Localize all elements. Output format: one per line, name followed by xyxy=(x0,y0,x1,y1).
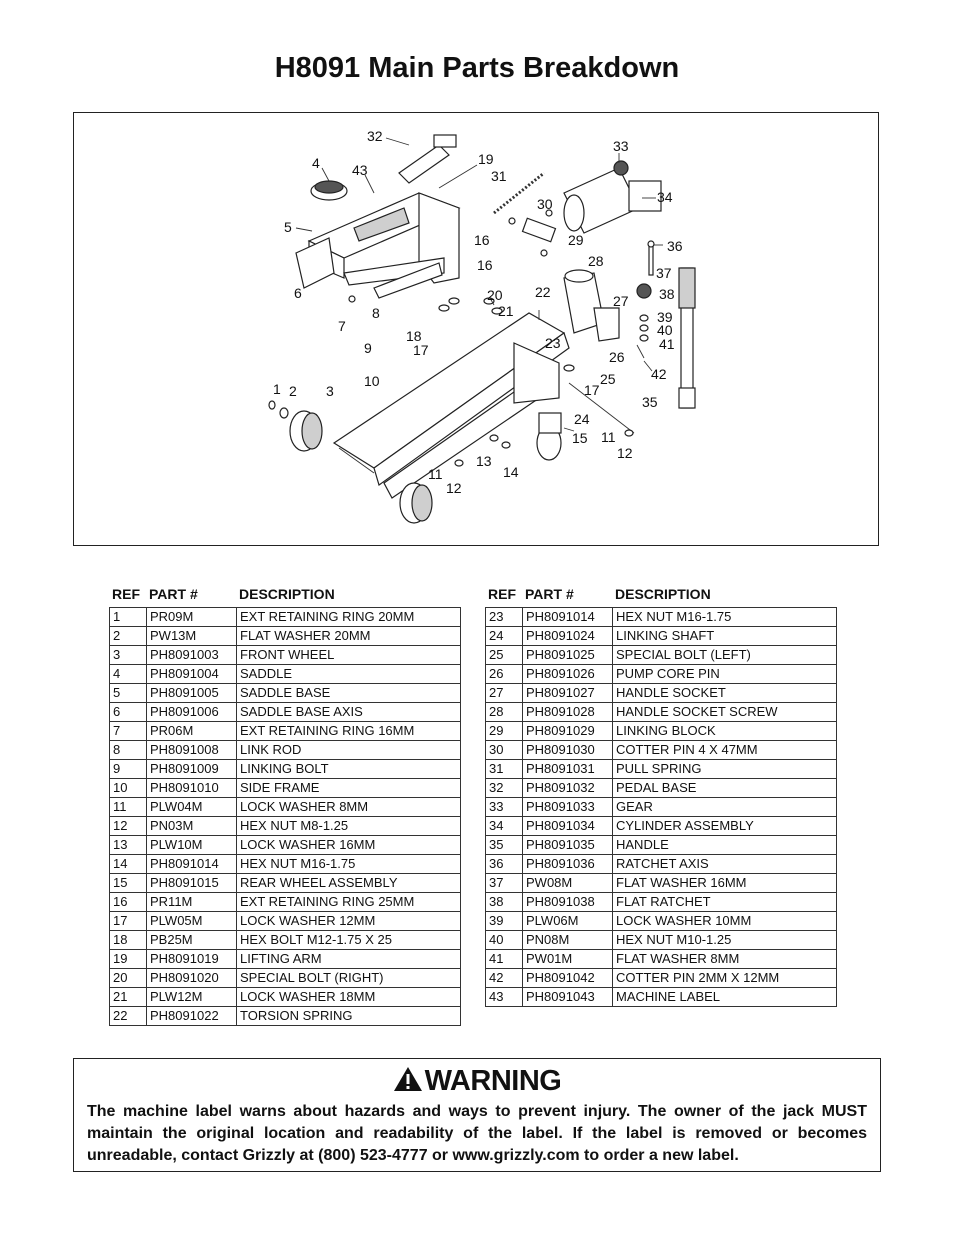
callout: 6 xyxy=(294,285,302,301)
callout: 2 xyxy=(289,383,297,399)
description-cell: FLAT RATCHET xyxy=(613,893,837,912)
part-number-cell: PH8091015 xyxy=(147,874,237,893)
callout: 12 xyxy=(617,445,633,461)
callout: 19 xyxy=(478,151,494,167)
ref-cell: 9 xyxy=(110,760,147,779)
part-number-cell: PH8091022 xyxy=(147,1007,237,1026)
part-number-cell: PH8091032 xyxy=(523,779,613,798)
part-number-cell: PLW12M xyxy=(147,988,237,1007)
warning-text: The machine label warns about hazards and ways to prevent injury. The owner of the jack MUST maintain the original location and readability of the label. If the label is removed or becomes unreadable, contact Grizzly at (800) 523-4777 or www.grizzly.com to order a new label. xyxy=(87,1103,867,1164)
table-row xyxy=(486,646,837,665)
description-cell: LOCK WASHER 18MM xyxy=(237,988,461,1007)
part-number-cell: PB25M xyxy=(147,931,237,950)
ref-cell: 40 xyxy=(486,931,523,950)
ref-cell: 15 xyxy=(110,874,147,893)
description-cell: LINKING BLOCK xyxy=(613,722,837,741)
part-number-cell: PLW05M xyxy=(147,912,237,931)
description-cell: LOCK WASHER 12MM xyxy=(237,912,461,931)
description-cell: COTTER PIN 2MM X 12MM xyxy=(613,969,837,988)
part-number-cell: PN08M xyxy=(523,931,613,950)
ref-cell: 12 xyxy=(110,817,147,836)
callout: 9 xyxy=(364,340,372,356)
ref-cell: 14 xyxy=(110,855,147,874)
ref-cell: 8 xyxy=(110,741,147,760)
table-row xyxy=(110,893,461,912)
header-description: DESCRIPTION xyxy=(615,586,711,602)
callout: 26 xyxy=(609,349,625,365)
description-cell: HEX BOLT M12-1.75 X 25 xyxy=(237,931,461,950)
ref-cell: 4 xyxy=(110,665,147,684)
page-title: H8091 Main Parts Breakdown xyxy=(274,52,680,84)
callout: 33 xyxy=(613,138,629,154)
callout: 24 xyxy=(574,411,590,427)
description-cell: REAR WHEEL ASSEMBLY xyxy=(237,874,461,893)
pedal-base-drawing xyxy=(399,135,456,183)
table-row xyxy=(486,836,837,855)
part-number-cell: PH8091014 xyxy=(523,608,613,627)
table-row xyxy=(110,931,461,950)
part-number-cell: PH8091033 xyxy=(523,798,613,817)
part-number-cell: PH8091006 xyxy=(147,703,237,722)
part-number-cell: PH8091029 xyxy=(523,722,613,741)
ref-cell: 34 xyxy=(486,817,523,836)
table-row xyxy=(110,627,461,646)
callout: 35 xyxy=(642,394,658,410)
ref-cell: 22 xyxy=(110,1007,147,1026)
parts-table-left xyxy=(109,585,461,1026)
ref-cell: 33 xyxy=(486,798,523,817)
table-row xyxy=(486,779,837,798)
table-row xyxy=(486,931,837,950)
description-cell: HEX NUT M10-1.25 xyxy=(613,931,837,950)
callout: 7 xyxy=(338,318,346,334)
ref-cell: 16 xyxy=(110,893,147,912)
parts-list-table xyxy=(109,607,461,1026)
callout: 27 xyxy=(613,293,629,309)
lifting-arm-drawing xyxy=(296,181,459,298)
description-cell: HANDLE xyxy=(613,836,837,855)
part-number-cell: PH8091030 xyxy=(523,741,613,760)
callout: 39 xyxy=(657,309,673,325)
description-cell: LOCK WASHER 8MM xyxy=(237,798,461,817)
ref-cell: 38 xyxy=(486,893,523,912)
description-cell: LINKING SHAFT xyxy=(613,627,837,646)
part-number-cell: PLW04M xyxy=(147,798,237,817)
callout: 40 xyxy=(657,322,673,338)
ref-cell: 21 xyxy=(110,988,147,1007)
callout: 5 xyxy=(284,219,292,235)
table-row xyxy=(486,741,837,760)
callout: 42 xyxy=(651,366,667,382)
ref-cell: 3 xyxy=(110,646,147,665)
ref-cell: 27 xyxy=(486,684,523,703)
table-row xyxy=(110,760,461,779)
description-cell: RATCHET AXIS xyxy=(613,855,837,874)
table-row xyxy=(110,912,461,931)
ref-cell: 37 xyxy=(486,874,523,893)
part-number-cell: PH8091014 xyxy=(147,855,237,874)
part-number-cell: PH8091004 xyxy=(147,665,237,684)
description-cell: CYLINDER ASSEMBLY xyxy=(613,817,837,836)
part-number-cell: PN03M xyxy=(147,817,237,836)
callout: 8 xyxy=(372,305,380,321)
ref-cell: 23 xyxy=(486,608,523,627)
parts-list-table xyxy=(485,607,837,1007)
part-number-cell: PLW06M xyxy=(523,912,613,931)
ref-cell: 18 xyxy=(110,931,147,950)
table-row xyxy=(486,988,837,1007)
ref-cell: 36 xyxy=(486,855,523,874)
part-number-cell: PH8091005 xyxy=(147,684,237,703)
description-cell: FLAT WASHER 20MM xyxy=(237,627,461,646)
part-number-cell: PH8091008 xyxy=(147,741,237,760)
part-number-cell: PH8091026 xyxy=(523,665,613,684)
table-row xyxy=(486,950,837,969)
table-row xyxy=(110,988,461,1007)
warning-heading xyxy=(74,1065,880,1100)
table-row xyxy=(110,741,461,760)
ref-cell: 1 xyxy=(110,608,147,627)
part-number-cell: PH8091031 xyxy=(523,760,613,779)
callout: 29 xyxy=(568,232,584,248)
callout: 12 xyxy=(446,480,462,496)
description-cell: PUMP CORE PIN xyxy=(613,665,837,684)
description-cell: LINK ROD xyxy=(237,741,461,760)
table-row xyxy=(110,817,461,836)
description-cell: LOCK WASHER 10MM xyxy=(613,912,837,931)
part-number-cell: PH8091024 xyxy=(523,627,613,646)
handle-socket-drawing xyxy=(564,270,619,341)
table-row xyxy=(110,779,461,798)
table-row xyxy=(486,798,837,817)
callout: 38 xyxy=(659,286,675,302)
ref-cell: 11 xyxy=(110,798,147,817)
callout: 3 xyxy=(326,383,334,399)
table-row xyxy=(486,874,837,893)
description-cell: SADDLE BASE AXIS xyxy=(237,703,461,722)
description-cell: SPECIAL BOLT (LEFT) xyxy=(613,646,837,665)
part-number-cell: PH8091028 xyxy=(523,703,613,722)
header-ref: REF xyxy=(112,586,140,602)
callout: 15 xyxy=(572,430,588,446)
part-number-cell: PH8091027 xyxy=(523,684,613,703)
table-row xyxy=(110,1007,461,1026)
callout: 16 xyxy=(474,232,490,248)
callout: 13 xyxy=(476,453,492,469)
parts-table-right xyxy=(485,585,837,1007)
callout: 31 xyxy=(491,168,507,184)
part-number-cell: PH8091038 xyxy=(523,893,613,912)
table-row xyxy=(486,855,837,874)
description-cell: MACHINE LABEL xyxy=(613,988,837,1007)
part-number-cell: PW13M xyxy=(147,627,237,646)
part-number-cell: PH8091003 xyxy=(147,646,237,665)
table-row xyxy=(110,969,461,988)
description-cell: PEDAL BASE xyxy=(613,779,837,798)
callout: 43 xyxy=(352,162,368,178)
description-cell: HANDLE SOCKET SCREW xyxy=(613,703,837,722)
ref-cell: 32 xyxy=(486,779,523,798)
table-row xyxy=(486,703,837,722)
description-cell: SADDLE BASE xyxy=(237,684,461,703)
callout: 22 xyxy=(535,284,551,300)
part-number-cell: PH8091036 xyxy=(523,855,613,874)
part-number-cell: PH8091034 xyxy=(523,817,613,836)
ref-cell: 24 xyxy=(486,627,523,646)
callout: 14 xyxy=(503,464,519,480)
callout: 25 xyxy=(600,371,616,387)
ref-cell: 42 xyxy=(486,969,523,988)
callout: 16 xyxy=(477,257,493,273)
table-row xyxy=(110,855,461,874)
ref-cell: 2 xyxy=(110,627,147,646)
ref-cell: 43 xyxy=(486,988,523,1007)
callout: 18 xyxy=(406,328,422,344)
callout: 4 xyxy=(312,155,320,171)
description-cell: FRONT WHEEL xyxy=(237,646,461,665)
description-cell: LINKING BOLT xyxy=(237,760,461,779)
part-number-cell: PH8091025 xyxy=(523,646,613,665)
table-row xyxy=(110,684,461,703)
callout: 11 xyxy=(601,429,616,445)
callout: 37 xyxy=(656,265,672,281)
callout: 20 xyxy=(487,287,503,303)
table-row xyxy=(486,969,837,988)
callout: 36 xyxy=(667,238,683,254)
description-cell: LIFTING ARM xyxy=(237,950,461,969)
description-cell: EXT RETAINING RING 25MM xyxy=(237,893,461,912)
description-cell: EXT RETAINING RING 20MM xyxy=(237,608,461,627)
part-number-cell: PW08M xyxy=(523,874,613,893)
ref-cell: 19 xyxy=(110,950,147,969)
callout: 11 xyxy=(428,466,443,482)
part-number-cell: PH8091042 xyxy=(523,969,613,988)
part-number-cell: PH8091010 xyxy=(147,779,237,798)
callout: 17 xyxy=(413,342,429,358)
ref-cell: 17 xyxy=(110,912,147,931)
table-row xyxy=(486,760,837,779)
table-row xyxy=(110,874,461,893)
part-number-cell: PR11M xyxy=(147,893,237,912)
part-number-cell: PH8091035 xyxy=(523,836,613,855)
part-number-cell: PLW10M xyxy=(147,836,237,855)
table-row xyxy=(110,665,461,684)
part-number-cell: PH8091020 xyxy=(147,969,237,988)
callout: 21 xyxy=(498,303,514,319)
parts-diagram xyxy=(73,112,879,546)
table-row xyxy=(486,893,837,912)
table-row xyxy=(110,836,461,855)
header-description: DESCRIPTION xyxy=(239,586,335,602)
table-row xyxy=(110,608,461,627)
table-row xyxy=(110,722,461,741)
part-number-cell: PH8091019 xyxy=(147,950,237,969)
callout: 34 xyxy=(657,189,673,205)
table-row xyxy=(110,646,461,665)
ref-cell: 10 xyxy=(110,779,147,798)
ref-cell: 30 xyxy=(486,741,523,760)
header-part: PART # xyxy=(525,586,574,602)
ref-cell: 41 xyxy=(486,950,523,969)
header-part: PART # xyxy=(149,586,198,602)
description-cell: HEX NUT M16-1.75 xyxy=(613,608,837,627)
table-row xyxy=(486,722,837,741)
ref-cell: 20 xyxy=(110,969,147,988)
warning-title: WARNING xyxy=(424,1065,562,1097)
table-row xyxy=(486,627,837,646)
description-cell: SADDLE xyxy=(237,665,461,684)
callout: 41 xyxy=(659,336,675,352)
description-cell: SIDE FRAME xyxy=(237,779,461,798)
description-cell: PULL SPRING xyxy=(613,760,837,779)
ref-cell: 35 xyxy=(486,836,523,855)
part-number-cell: PH8091009 xyxy=(147,760,237,779)
exploded-view-drawing xyxy=(74,113,877,544)
description-cell: SPECIAL BOLT (RIGHT) xyxy=(237,969,461,988)
table-row xyxy=(486,665,837,684)
table-row xyxy=(110,950,461,969)
ref-cell: 29 xyxy=(486,722,523,741)
part-number-cell: PR09M xyxy=(147,608,237,627)
part-number-cell: PW01M xyxy=(523,950,613,969)
description-cell: EXT RETAINING RING 16MM xyxy=(237,722,461,741)
description-cell: LOCK WASHER 16MM xyxy=(237,836,461,855)
callout: 17 xyxy=(584,382,600,398)
part-number-cell: PR06M xyxy=(147,722,237,741)
part-number-cell: PH8091043 xyxy=(523,988,613,1007)
table-row xyxy=(110,703,461,722)
callout: 32 xyxy=(367,128,383,144)
ref-cell: 5 xyxy=(110,684,147,703)
ref-cell: 39 xyxy=(486,912,523,931)
callout: 23 xyxy=(545,335,561,351)
table-header xyxy=(109,585,461,607)
header-ref: REF xyxy=(488,586,516,602)
callout: 10 xyxy=(364,373,380,389)
table-header xyxy=(485,585,837,607)
description-cell: FLAT WASHER 16MM xyxy=(613,874,837,893)
table-row xyxy=(486,912,837,931)
callout: 28 xyxy=(588,253,604,269)
ref-cell: 7 xyxy=(110,722,147,741)
table-row xyxy=(486,608,837,627)
description-cell: HANDLE SOCKET xyxy=(613,684,837,703)
table-row xyxy=(110,798,461,817)
callout: 1 xyxy=(273,381,281,397)
ref-cell: 25 xyxy=(486,646,523,665)
description-cell: GEAR xyxy=(613,798,837,817)
ref-cell: 31 xyxy=(486,760,523,779)
ref-cell: 13 xyxy=(110,836,147,855)
table-row xyxy=(486,817,837,836)
description-cell: COTTER PIN 4 X 47MM xyxy=(613,741,837,760)
description-cell: HEX NUT M8-1.25 xyxy=(237,817,461,836)
ref-cell: 28 xyxy=(486,703,523,722)
ref-cell: 26 xyxy=(486,665,523,684)
warning-box xyxy=(73,1058,881,1172)
description-cell: FLAT WASHER 8MM xyxy=(613,950,837,969)
callout: 30 xyxy=(537,196,553,212)
ref-cell: 6 xyxy=(110,703,147,722)
description-cell: HEX NUT M16-1.75 xyxy=(237,855,461,874)
description-cell: TORSION SPRING xyxy=(237,1007,461,1026)
table-row xyxy=(486,684,837,703)
warning-triangle-icon xyxy=(393,1066,423,1100)
